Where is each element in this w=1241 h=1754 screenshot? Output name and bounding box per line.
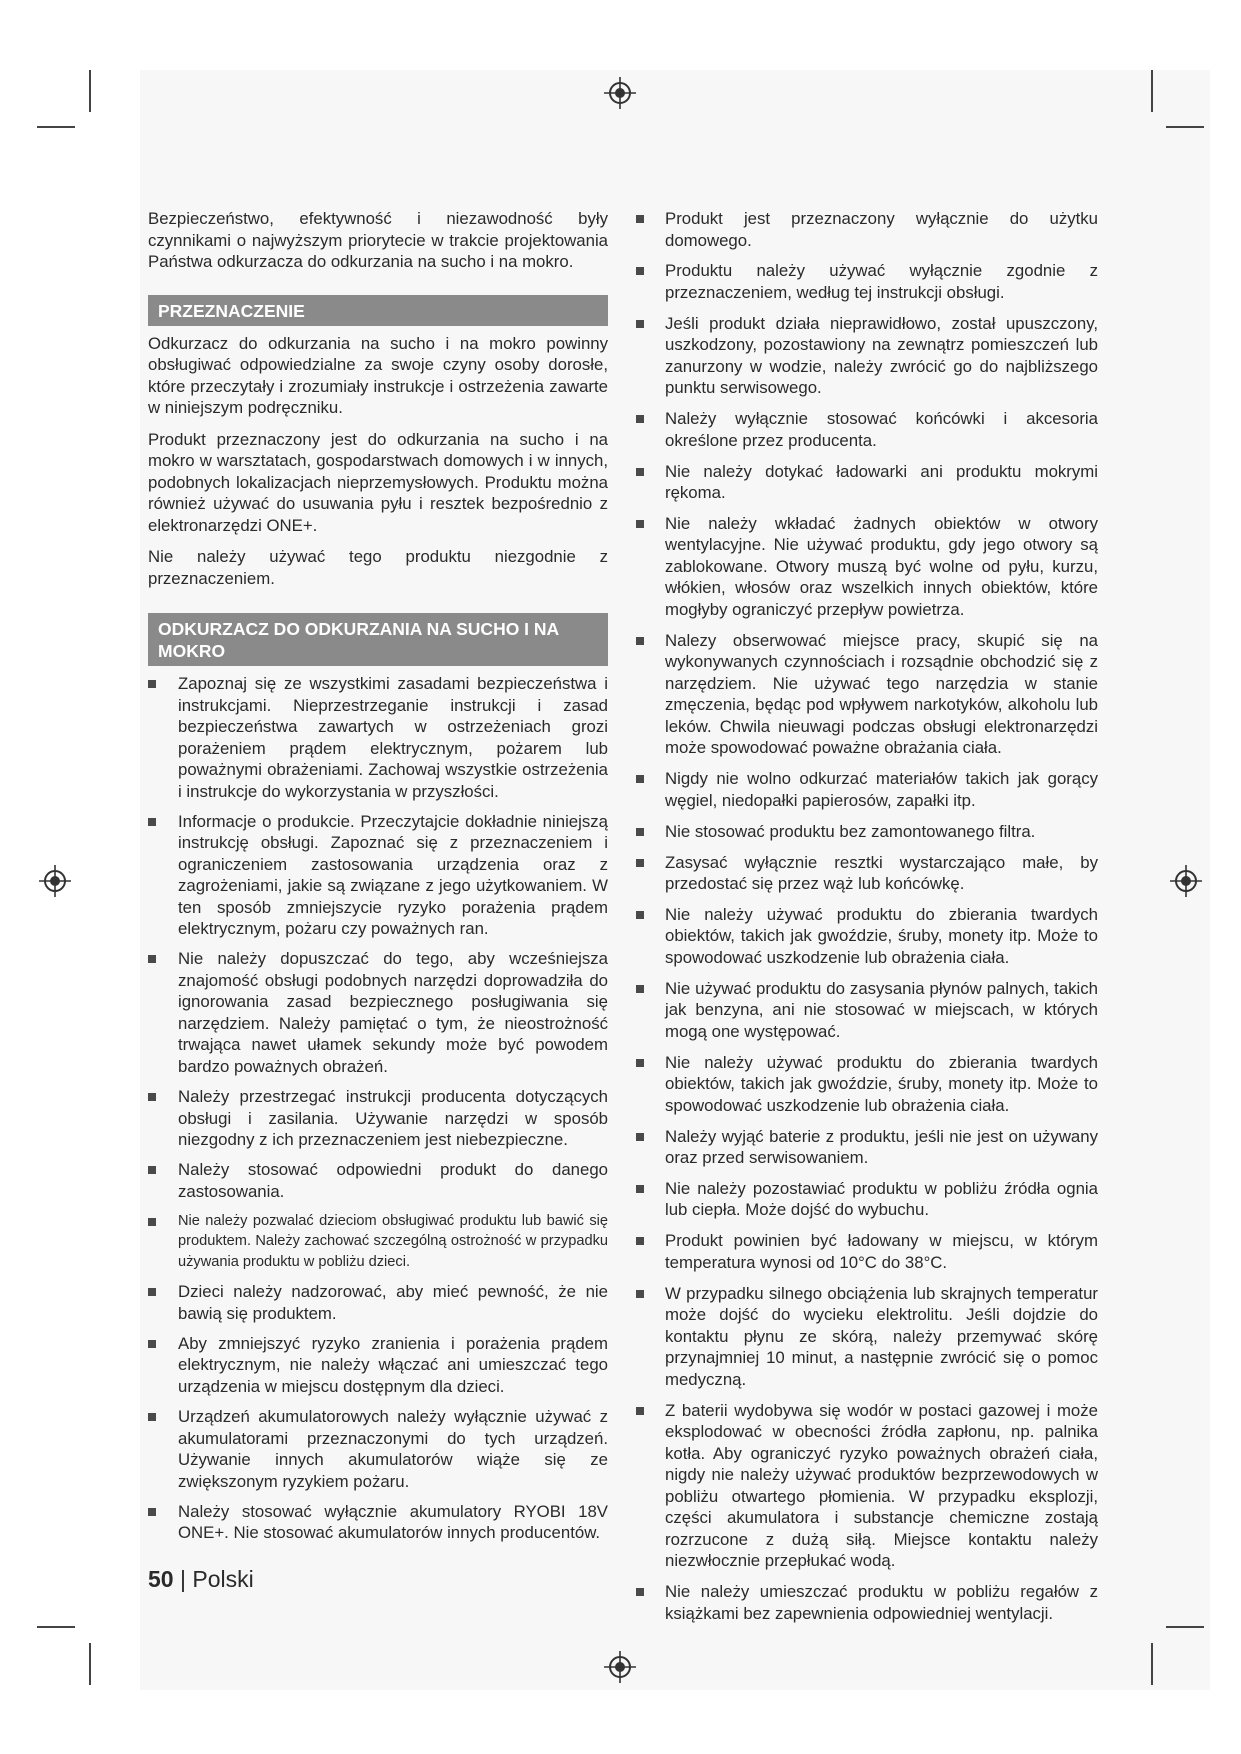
registration-mark-icon-left [38,864,72,898]
paragraph: Odkurzacz do odkurzania na sucho i na mokro powinny obsługiwać odpowiedzialne za swoje czyny osoby dorosłe, które przeczytały i zrozumiały instrukcje i ostrzeżenia zawarte w niniejszym podręczniku. [148,333,608,417]
crop-mark-top-right-horizontal [1166,126,1204,128]
paragraph: Produkt przeznaczony jest do odkurzania na sucho i na mokro w warsztatach, gospodarstwach domowych i w innych, podobnych lokalizacjach nieprzemysłowych. Produktu można również używać do usuwania pyłu i resztek bezpośrednio z elektronarzędzi ONE+. [148,429,608,535]
bullet-square-icon [148,1413,156,1421]
footer-language: Polski [192,1566,254,1592]
list-item: Dzieci należy nadzorować, aby mieć pewność, że nie bawią się produktem. [148,1281,608,1324]
bullet-square-icon [636,828,644,836]
list-item: Należy przestrzegać instrukcji producenta dotyczących obsługi i zasilania. Używanie narzędzi w sposób niezgodny z ich przeznaczeniem jest niebezpieczne. [148,1086,608,1151]
crop-mark-top-right-vertical [1151,70,1153,112]
list-item: Nie należy pozwalać dzieciom obsługiwać produktu lub bawić się produktem. Należy zachować szczególną ostrożność w przypadku używania produktu w pobliżu dzieci. [148,1211,608,1273]
list-item: Nigdy nie wolno odkurzać materiałów takich jak gorący węgiel, niedopałki papierosów, zapałki itp. [636,768,1098,811]
bullet-square-icon [636,1588,644,1596]
bullet-square-icon [636,1407,644,1415]
list-item: Należy wyjąć baterie z produktu, jeśli nie jest on używany oraz przed serwisowaniem. [636,1126,1098,1169]
crop-mark-bottom-left-vertical [89,1643,91,1685]
bullet-square-icon [636,468,644,476]
registration-mark-icon-top [603,76,637,110]
crop-mark-bottom-right-vertical [1151,1643,1153,1685]
bullet-square-icon [636,1059,644,1067]
list-item: Należy stosować wyłącznie akumulatory RYOBI 18V ONE+. Nie stosować akumulatorów innych producentów. [148,1501,608,1544]
safety-list-right [636,208,1098,1624]
list-item: Produkt powinien być ładowany w miejscu, w którym temperatura wynosi od 10°C do 38°C. [636,1230,1098,1273]
list-item: Produkt jest przeznaczony wyłącznie do użytku domowego. [636,208,1098,251]
list-item: Nie należy pozostawiać produktu w pobliżu źródła ognia lub ciepła. Może dojść do wybuchu. [636,1178,1098,1221]
bullet-square-icon [148,1093,156,1101]
list-item: Nie należy używać produktu do zbierania twardych obiektów, takich jak gwoździe, śruby, monety itp. Może to spowodować uszkodzenie lub obrażenia ciała. [636,904,1098,969]
list-item: Nie należy dotykać ładowarki ani produktu mokrymi rękoma. [636,461,1098,504]
list-item: Nie używać produktu do zasysania płynów palnych, takich jak benzyna, ani nie stosować w miejscach, w których mogą one występować. [636,978,1098,1043]
list-item: Nie należy wkładać żadnych obiektów w otwory wentylacyjne. Nie używać produktu, gdy jego otwory są zablokowane. Otwory muszą być wolne od pyłu, kurzu, włókien, włosów oraz wszelkich innych obiektów, które mogłyby ograniczyć przepływ powietrza. [636,513,1098,621]
list-item: Zapoznaj się ze wszystkimi zasadami bezpieczeństwa i instrukcjami. Nieprzestrzeganie instrukcji i zasad bezpieczeństwa zawartych w ostrzeżeniach grozi porażeniem prądem elektrycznym, pożarem lub poważnymi obrażeniami. Zachowaj wszystkie ostrzeżenia i instrukcje do wykorzystania w przyszłości. [148,673,608,802]
page-number: 50 [148,1566,174,1592]
section-heading-przeznaczenie: PRZEZNACZENIE [148,295,608,326]
bullet-square-icon [148,1340,156,1348]
list-item: Nie należy używać produktu do zbierania twardych obiektów, takich jak gwoździe, śruby, monety itp. Może to spowodować uszkodzenie lub obrażenia ciała. [636,1052,1098,1117]
registration-mark-icon-right [1169,864,1203,898]
bullet-square-icon [148,818,156,826]
bullet-square-icon [148,1288,156,1296]
list-item: Informacje o produkcie. Przeczytajcie dokładnie niniejszą instrukcję obsługi. Zapoznać się z przeznaczeniem i ograniczeniem zastosowania urządzenia oraz z zagrożeniami, jakie są związane z jego użytkowaniem. W ten sposób zmniejszycie ryzyko porażenia prądem elektrycznym, pożaru czy poważnych ran. [148,811,608,940]
list-item: Urządzeń akumulatorowych należy wyłącznie używać z akumulatorami przeznaczonymi do tych urządzeń. Używanie innych akumulatorów wiąże się ze zwiększonym ryzykiem pożaru. [148,1406,608,1492]
list-item: Z baterii wydobywa się wodór w postaci gazowej i może eksplodować w obecności źródła zapłonu, np. palnika kotła. Aby ograniczyć ryzyko poważnych obrażeń ciała, nigdy nie należy używać produktów bezprzewodowych w pobliżu otwartego płomienia. W przypadku eksplozji, części akumulatora i substancje chemiczne zostają rozrzucone z dużą siłą. Miejsce kontaktu należy niezwłocznie przepłukać wodą. [636,1400,1098,1572]
list-item: Zasysać wyłącznie resztki wystarczająco małe, by przedostać się przez wąż lub końcówkę. [636,852,1098,895]
bullet-square-icon [148,1218,156,1226]
list-item: Aby zmniejszyć ryzyko zranienia i porażenia prądem elektrycznym, nie należy włączać ani umieszczać tego urządzenia w miejscu dostępnym dla dzieci. [148,1333,608,1398]
list-item: Nie stosować produktu bez zamontowanego filtra. [636,821,1098,843]
list-item: Nalezy obserwować miejsce pracy, skupić się na wykonywanych czynnościach i rozsądnie obchodzić się z narzędziem. Nie używać tego narzędzia w stanie zmęczenia, będąc pod wpływem narkotyków, alkoholu lub leków. Chwila nieuwagi podczas obsługi elektronarzędzi może spowodować poważne obrażania ciała. [636,630,1098,759]
bullet-square-icon [636,775,644,783]
crop-mark-bottom-left-horizontal [37,1626,75,1628]
bullet-square-icon [636,1133,644,1141]
crop-mark-top-left-horizontal [37,126,75,128]
footer-separator: | [179,1566,186,1592]
bullet-square-icon [148,1508,156,1516]
registration-mark-icon-bottom [603,1650,637,1684]
safety-list-left [148,673,608,1544]
list-item: Należy stosować odpowiedni produkt do danego zastosowania. [148,1159,608,1202]
list-item: Produktu należy używać wyłącznie zgodnie z przeznaczeniem, według tej instrukcji obsługi. [636,260,1098,303]
bullet-square-icon [148,1166,156,1174]
bullet-square-icon [148,680,156,688]
section-heading-odkurzacz: ODKURZACZ DO ODKURZANIA NA SUCHO I NA MOKRO [148,613,608,666]
bullet-square-icon [636,215,644,223]
crop-mark-top-left-vertical [89,70,91,112]
bullet-square-icon [148,955,156,963]
list-item: Należy wyłącznie stosować końcówki i akcesoria określone przez producenta. [636,408,1098,451]
right-column [636,208,1098,1633]
paragraph: Nie należy używać tego produktu niezgodnie z przeznaczeniem. [148,547,608,588]
intro-paragraph: Bezpieczeństwo, efektywność i niezawodność były czynnikami o najwyższym priorytecie w trakcie projektowania Państwa odkurzacza do odkurzania na sucho i na mokro. [148,209,608,271]
left-column [148,208,608,1552]
bullet-square-icon [636,1237,644,1245]
list-item: Nie należy umieszczać produktu w pobliżu regałów z książkami bez zapewnienia odpowiedniej wentylacji. [636,1581,1098,1624]
page-footer [148,1566,254,1593]
bullet-square-icon [636,637,644,645]
bullet-square-icon [636,985,644,993]
bullet-square-icon [636,520,644,528]
bullet-square-icon [636,320,644,328]
bullet-square-icon [636,1185,644,1193]
bullet-square-icon [636,415,644,423]
list-item: Nie należy dopuszczać do tego, aby wcześniejsza znajomość obsługi podobnych narzędzi doprowadziła do ignorowania zasad bezpiecznego posługiwania się narzędziem. Należy pamiętać o tym, że nieostrożność trwająca nawet ułamek sekundy może być powodem bardzo poważnych obrażeń. [148,948,608,1077]
bullet-square-icon [636,911,644,919]
bullet-square-icon [636,267,644,275]
crop-mark-bottom-right-horizontal [1166,1626,1204,1628]
list-item: W przypadku silnego obciążenia lub skrajnych temperatur może dojść do wycieku elektrolitu. Jeśli dojdzie do kontaktu płynu ze skórą, należy przemywać skórę przynajmniej 10 minut, a następnie zwrócić się o pomoc medyczną. [636,1283,1098,1391]
list-item: Jeśli produkt działa nieprawidłowo, został upuszczony, uszkodzony, pozostawiony na zewnątrz pomieszczeń lub zanurzony w wodzie, należy zwrócić go do najbliższego punktu serwisowego. [636,313,1098,399]
bullet-square-icon [636,859,644,867]
bullet-square-icon [636,1290,644,1298]
